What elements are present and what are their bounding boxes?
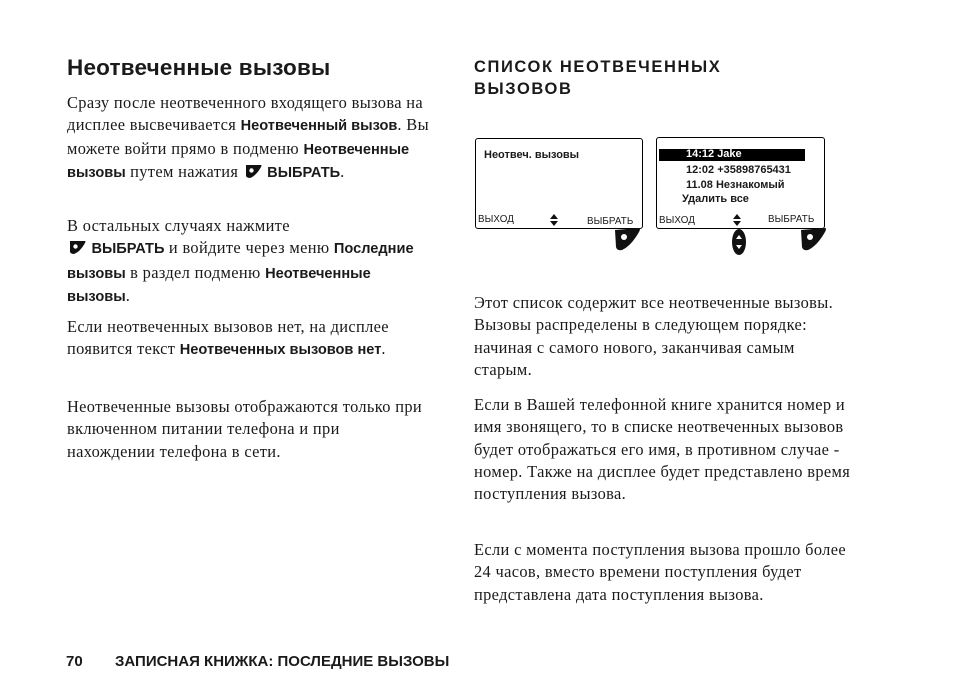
select-key-icon [243,163,263,185]
phone-display-missed-list [656,137,825,229]
paragraph-incoming: Сразу после неотвеченного входящего вызова на дисплее высвечивается Неотвеченный вызов. Вы можете войти прямо в подменю Неотвеченные вызовы путем нажатия ВЫБРАТЬ. [67,92,432,185]
keyword-select: ВЫБРАТЬ [91,241,165,258]
delete-all-item[interactable]: Удалить все [682,193,749,205]
paragraph-date-display: Если с момента поступления вызова прошло более 24 часов, вместо времени поступления будет представлена дата поступления вызова. [474,540,846,604]
display-menu-label: Неотвеч. вызовы [484,149,580,161]
keyword-missed-call: Неотвеченный вызов [240,118,398,135]
missed-call-item-selected[interactable]: 14:12 Jake [686,148,742,160]
footer-section-title: ЗАПИСНАЯ КНИЖКА: ПОСЛЕДНИЕ ВЫЗОВЫ [115,653,450,670]
softkey-select: ВЫБРАТЬ [768,214,815,225]
keyword-missed-calls-menu: Неотвеченные вызовы [67,265,371,305]
select-key-icon[interactable] [798,226,828,257]
section-title: СПИСОК НЕОТВЕЧЕННЫХ ВЫЗОВОВ [474,58,722,98]
page-title: Неотвеченные вызовы [67,55,331,80]
paragraph-no-calls: Если неотвеченных вызовов нет, на дисплее появится текст Неотвеченных вызовов нет. [67,317,389,359]
softkey-exit: ВЫХОД [659,215,695,226]
missed-call-item[interactable]: 11.08 Незнакомый [686,179,785,191]
softkey-select: ВЫБРАТЬ [587,216,634,227]
paragraph-display-conditions: Неотвеченные вызовы отображаются только при включенном питании телефона и при нахождении телефона в сети. [67,397,423,461]
paragraph-other-cases: В остальных случаях нажмите ВЫБРАТЬ и войдите через меню Последние вызовы в раздел подменю Неотвеченные вызовы. [67,216,414,305]
phone-display-missed-menu [475,138,643,229]
side-key-icon[interactable] [730,228,748,261]
softkey-exit: ВЫХОД [478,214,514,225]
page-number: 70 [66,653,83,670]
select-key-icon [67,239,87,261]
paragraph-list-order: Этот список содержит все неотвеченные вызовы. Вызовы распределены в следующем порядке: начиная с самого нового, заканчивая самым старым. [474,293,834,379]
keyword-select: ВЫБРАТЬ [267,164,341,181]
keyword-recent-calls: Последние вызовы [67,241,414,282]
up-down-arrow-icon [550,213,558,231]
keyword-no-missed-calls: Неотвеченных вызовов нет [179,342,382,359]
keyword-missed-calls-menu: Неотвеченные вызовы [67,141,410,181]
select-key-icon[interactable] [612,226,642,257]
paragraph-name-or-number: Если в Вашей телефонной книге хранится номер и имя звонящего, то в списке неотвеченных вызовов будет отображаться его имя, в противном случае - номер. Также на дисплее будет представлено время поступления вызова. [474,395,851,504]
missed-call-item[interactable]: 12:02 +35898765431 [686,164,791,176]
